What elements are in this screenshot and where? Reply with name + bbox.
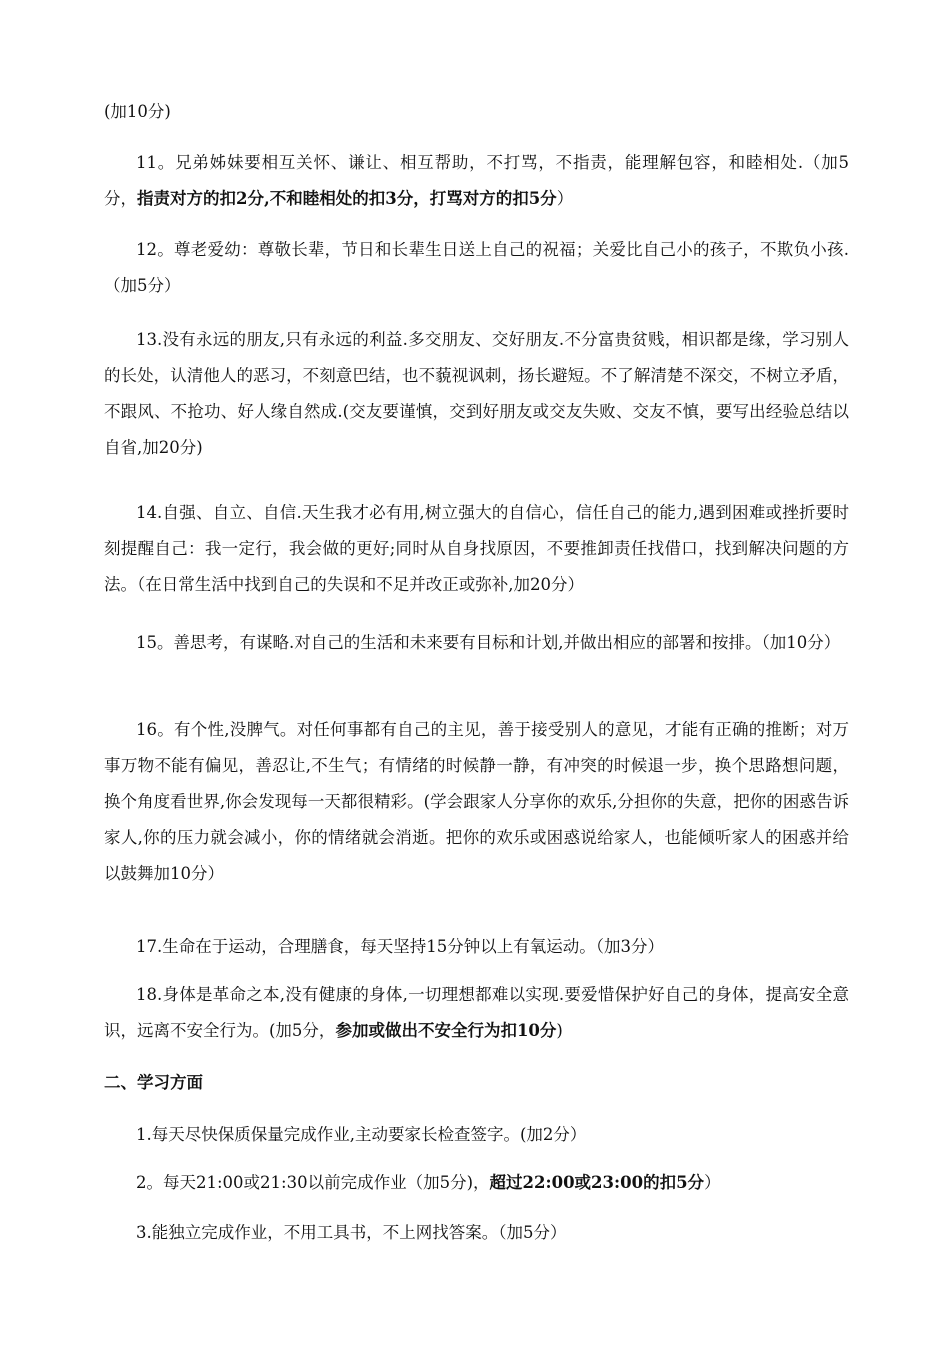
study-item-1: 1.每天尽快保质保量完成作业,主动要家长检查签字。(加2分） (136, 1125, 587, 1144)
item-14: 14.自强、自立、自信.天生我才必有用,树立强大的自信心，信任自己的能力,遇到困难或挫折要时刻提醒自己：我一定行，我会做的更好;同时从自身找原因，不要推卸责任找借口，找到解决问题的方法。（在日常生活中找到自己的失误和不足并改正或弥补,加20分） (104, 503, 849, 594)
item-18-penalty: 参加或做出不安全行为扣10分 (335, 1021, 557, 1040)
item-10-tail: (加10分) (104, 102, 171, 121)
item-15: 15。善思考，有谋略.对自己的生活和未来要有目标和计划,并做出相应的部署和按排。（加10分） (136, 633, 841, 652)
item-16: 16。有个性,没脾气。对任何事都有自己的主见，善于接受别人的意见，才能有正确的推断；对万事万物不能有偏见，善忍让,不生气；有情绪的时候静一静，有冲突的时候退一步，换个思路想问题，换个角度看世界,你会发现每一天都很精彩。(学会跟家人分享你的欢乐,分担你的失意，把你的困惑告诉家人,你的压力就会减小，你的情绪就会消逝。把你的欢乐或困惑说给家人，也能倾听家人的困惑并给以鼓舞加10分） (104, 720, 849, 883)
section-heading-study: 二、学习方面 (104, 1073, 203, 1092)
study-item-2: 2。每天21:00或21:30以前完成作业（加5分)，超过22:00或23:00的扣5分） (136, 1173, 721, 1192)
item-11: 11。兄弟姊妹要相互关怀、谦让、相互帮助，不打骂，不指责，能理解包容，和睦相处.（加5分，指责对方的扣2分,不和睦相处的扣3分，打骂对方的扣5分） (104, 153, 849, 208)
study-item-3: 3.能独立完成作业，不用工具书，不上网找答案。（加5分） (136, 1223, 567, 1242)
item-17: 17.生命在于运动，合理膳食，每天坚持15分钟以上有氧运动。（加3分） (136, 937, 664, 956)
item-18: 18.身体是革命之本,没有健康的身体,一切理想都难以实现.要爱惜保护好自己的身体，提高安全意识，远离不安全行为。(加5分，参加或做出不安全行为扣10分) (104, 985, 849, 1040)
item-13: 13.没有永远的朋友,只有永远的利益.多交朋友、交好朋友.不分富贵贫贱，相识都是缘，学习别人的长处，认清他人的恶习，不刻意巴结，也不藐视讽刺，扬长避短。不了解清楚不深交，不树立矛盾，不跟风、不抢功、好人缘自然成.(交友要谨慎，交到好朋友或交友失败、交友不慎，要写出经验总结以自省,加20分) (104, 330, 849, 457)
item-12: 12。尊老爱幼：尊敬长辈，节日和长辈生日送上自己的祝福；关爱比自己小的孩子，不欺负小孩.（加5分） (104, 240, 849, 295)
study-item-2-penalty: 超过22:00或23:00的扣5分 (489, 1173, 705, 1192)
item-11-penalty: 指责对方的扣2分,不和睦相处的扣3分，打骂对方的扣5分 (137, 189, 557, 208)
